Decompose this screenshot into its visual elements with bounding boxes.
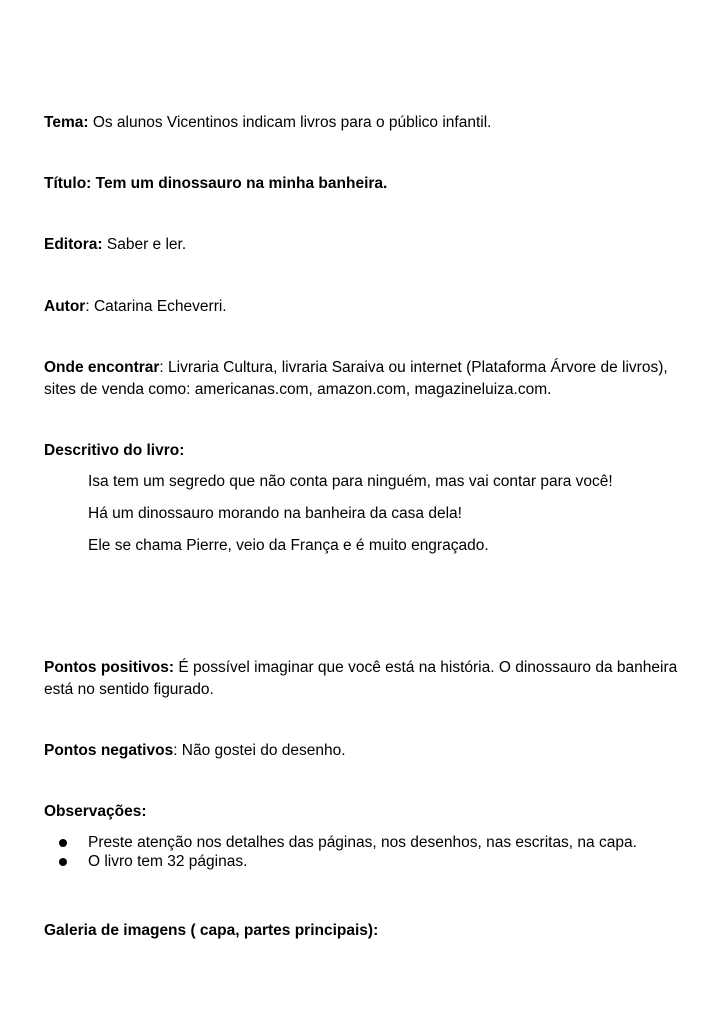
onde-encontrar-label: Onde encontrar [44, 359, 160, 376]
observacao-item [44, 833, 664, 852]
pontos-negativos-label: Pontos negativos [44, 742, 174, 759]
observacao-item [44, 852, 664, 871]
observacao-text: O livro tem 32 páginas. [88, 853, 248, 870]
onde-encontrar-paragraph [44, 357, 694, 401]
bullet-icon [59, 839, 67, 847]
observacoes-label: Observações: [44, 803, 147, 820]
autor-label: Autor [44, 298, 86, 315]
tema-label: Tema: [44, 114, 89, 131]
pontos-negativos-value: : Não gostei do desenho. [173, 742, 346, 759]
tema-value: Os alunos Vicentinos indicam livros para o público infantil. [88, 114, 492, 131]
editora-label: Editora: [44, 236, 103, 253]
pontos-positivos-value: É possível imaginar que você está na história. O dinossauro da banheira está no sentido figurado. [44, 659, 678, 698]
observacoes-list [44, 833, 664, 871]
onde-encontrar-value: : Livraria Cultura, livraria Saraiva ou internet (Plataforma Árvore de livros), sites de venda como: americanas.com, amazon.com, magazineluiza.com. [44, 359, 668, 398]
autor-value: : Catarina Echeverri. [85, 298, 227, 315]
autor-line [44, 296, 684, 317]
editora-value: Saber e ler. [102, 236, 187, 253]
editora-line [44, 234, 684, 255]
titulo-label: Título: Tem um dinossauro na minha banheira. [44, 175, 388, 192]
titulo-line [44, 173, 684, 194]
pontos-negativos-line [44, 740, 684, 761]
tema-line [44, 112, 684, 133]
pontos-positivos-label: Pontos positivos: [44, 659, 175, 676]
observacoes-heading [44, 801, 684, 822]
descritivo-line-1: Isa tem um segredo que não conta para ninguém, mas vai contar para você! [88, 473, 613, 490]
descritivo-label: Descritivo do livro: [44, 442, 185, 459]
descritivo-heading [44, 440, 684, 461]
galeria-label: Galeria de imagens ( capa, partes principais): [44, 922, 379, 939]
bullet-icon [59, 858, 67, 866]
descritivo-line-2: Há um dinossauro morando na banheira da casa dela! [88, 505, 462, 522]
pontos-positivos-paragraph [44, 657, 684, 701]
observacao-text: Preste atenção nos detalhes das páginas, nos desenhos, nas escritas, na capa. [88, 834, 637, 851]
descritivo-line-3: Ele se chama Pierre, veio da França e é muito engraçado. [88, 537, 489, 554]
galeria-heading [44, 920, 684, 941]
